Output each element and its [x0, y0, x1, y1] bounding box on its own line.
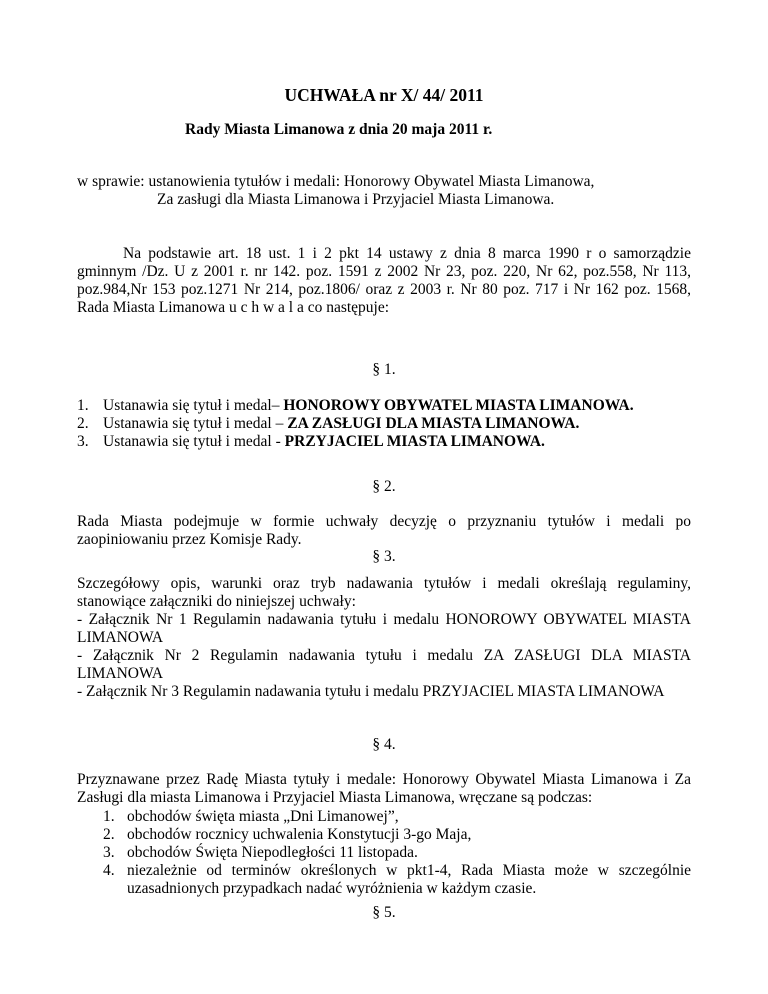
annex-2: - Załącznik Nr 2 Regulamin nadawania tytułu i medalu ZA ZASŁUGI DLA MIASTA LIMANOWA: [77, 647, 691, 682]
list-item-text: Ustanawia się tytuł i medal -: [103, 433, 285, 450]
list-item-bold: PRZYJACIEL MIASTA LIMANOWA.: [284, 433, 545, 450]
list-item-number: 1.: [103, 808, 115, 825]
list-item-text: niezależnie od terminów określonych w pkt1-4, Rada Miasta może w szczególnie uzasadnionych przypadkach nadać wyróżnienia w każdym czasie.: [127, 862, 691, 897]
annex-3: - Załącznik Nr 3 Regulamin nadawania tytułu i medalu PRZYJACIEL MIASTA LIMANOWA: [77, 683, 665, 700]
list-item-text: Ustanawia się tytuł i medal –: [103, 415, 288, 432]
section-4-intro: Przyznawane przez Radę Miasta tytuły i medale: Honorowy Obywatel Miasta Limanowa i Za Zasługi dla miasta Limanowa i Przyjaciel Miasta Limanowa, wręczane są podczas:: [77, 771, 691, 806]
document-subtitle: Rady Miasta Limanowa z dnia 20 maja 2011 r.: [185, 121, 493, 138]
list-item-number: 3.: [77, 433, 89, 450]
annex-1: - Załącznik Nr 1 Regulamin nadawania tytułu i medalu HONOROWY OBYWATEL MIASTA LIMANOWA: [77, 611, 691, 646]
list-item-number: 1.: [77, 397, 89, 414]
subject-line-1: w sprawie: ustanowienia tytułów i medali: Honorowy Obywatel Miasta Limanowa,: [77, 173, 595, 190]
list-item-text: obchodów święta miasta „Dni Limanowej”,: [127, 808, 399, 825]
section-2-heading: § 2.: [372, 478, 396, 495]
subject-line-2: Za zasługi dla Miasta Limanowa i Przyjaciel Miasta Limanowa.: [157, 191, 555, 208]
list-item-bold: ZA ZASŁUGI DLA MIASTA LIMANOWA.: [287, 415, 580, 432]
section-4-heading: § 4.: [372, 736, 396, 753]
list-item-bold: HONOROWY OBYWATEL MIASTA LIMANOWA.: [283, 397, 634, 414]
document-title: UCHWAŁA nr X/ 44/ 2011: [284, 85, 484, 105]
section-2-paragraph: Rada Miasta podejmuje w formie uchwały decyzję o przyznaniu tytułów i medali po zaopiniowaniu przez Komisje Rady.: [77, 513, 691, 548]
list-item: [77, 415, 691, 433]
list-item-number: 2.: [77, 415, 89, 432]
list-item: [103, 862, 691, 898]
section-5-heading: § 5.: [372, 904, 396, 921]
section-3-intro: Szczegółowy opis, warunki oraz tryb nadawania tytułów i medali określają regulaminy, stanowiące załączniki do niniejszej uchwały:: [77, 575, 691, 610]
section-3-heading: § 3.: [372, 548, 396, 565]
preamble-paragraph: Na podstawie art. 18 ust. 1 i 2 pkt 14 ustawy z dnia 8 marca 1990 r o samorządzie gminnym /Dz. U z 2001 r. nr 142. poz. 1591 z 2002 Nr 23, poz. 220, Nr 62, poz.558, Nr 113, poz.984,Nr 153 poz.1271 Nr 214, poz.1806/ oraz z 2003 r. Nr 80 poz. 717 i Nr 162 poz. 1568, Rada Miasta Limanowa u c h w a l a co następuje:: [77, 245, 691, 316]
list-item-text: Ustanawia się tytuł i medal–: [103, 397, 284, 414]
list-item-number: 4.: [103, 862, 115, 879]
list-item: [103, 844, 691, 862]
section-1-list: [77, 397, 691, 451]
list-item-number: 3.: [103, 844, 115, 861]
section-4-list: [103, 808, 691, 898]
list-item-number: 2.: [103, 826, 115, 843]
list-item: [103, 808, 691, 826]
section-1-heading: § 1.: [372, 361, 396, 378]
list-item: [77, 433, 691, 451]
list-item-text: obchodów Święta Niepodległości 11 listopada.: [127, 844, 418, 861]
list-item-text: obchodów rocznicy uchwalenia Konstytucji 3-go Maja,: [127, 826, 472, 843]
list-item: [77, 397, 691, 415]
list-item: [103, 826, 691, 844]
